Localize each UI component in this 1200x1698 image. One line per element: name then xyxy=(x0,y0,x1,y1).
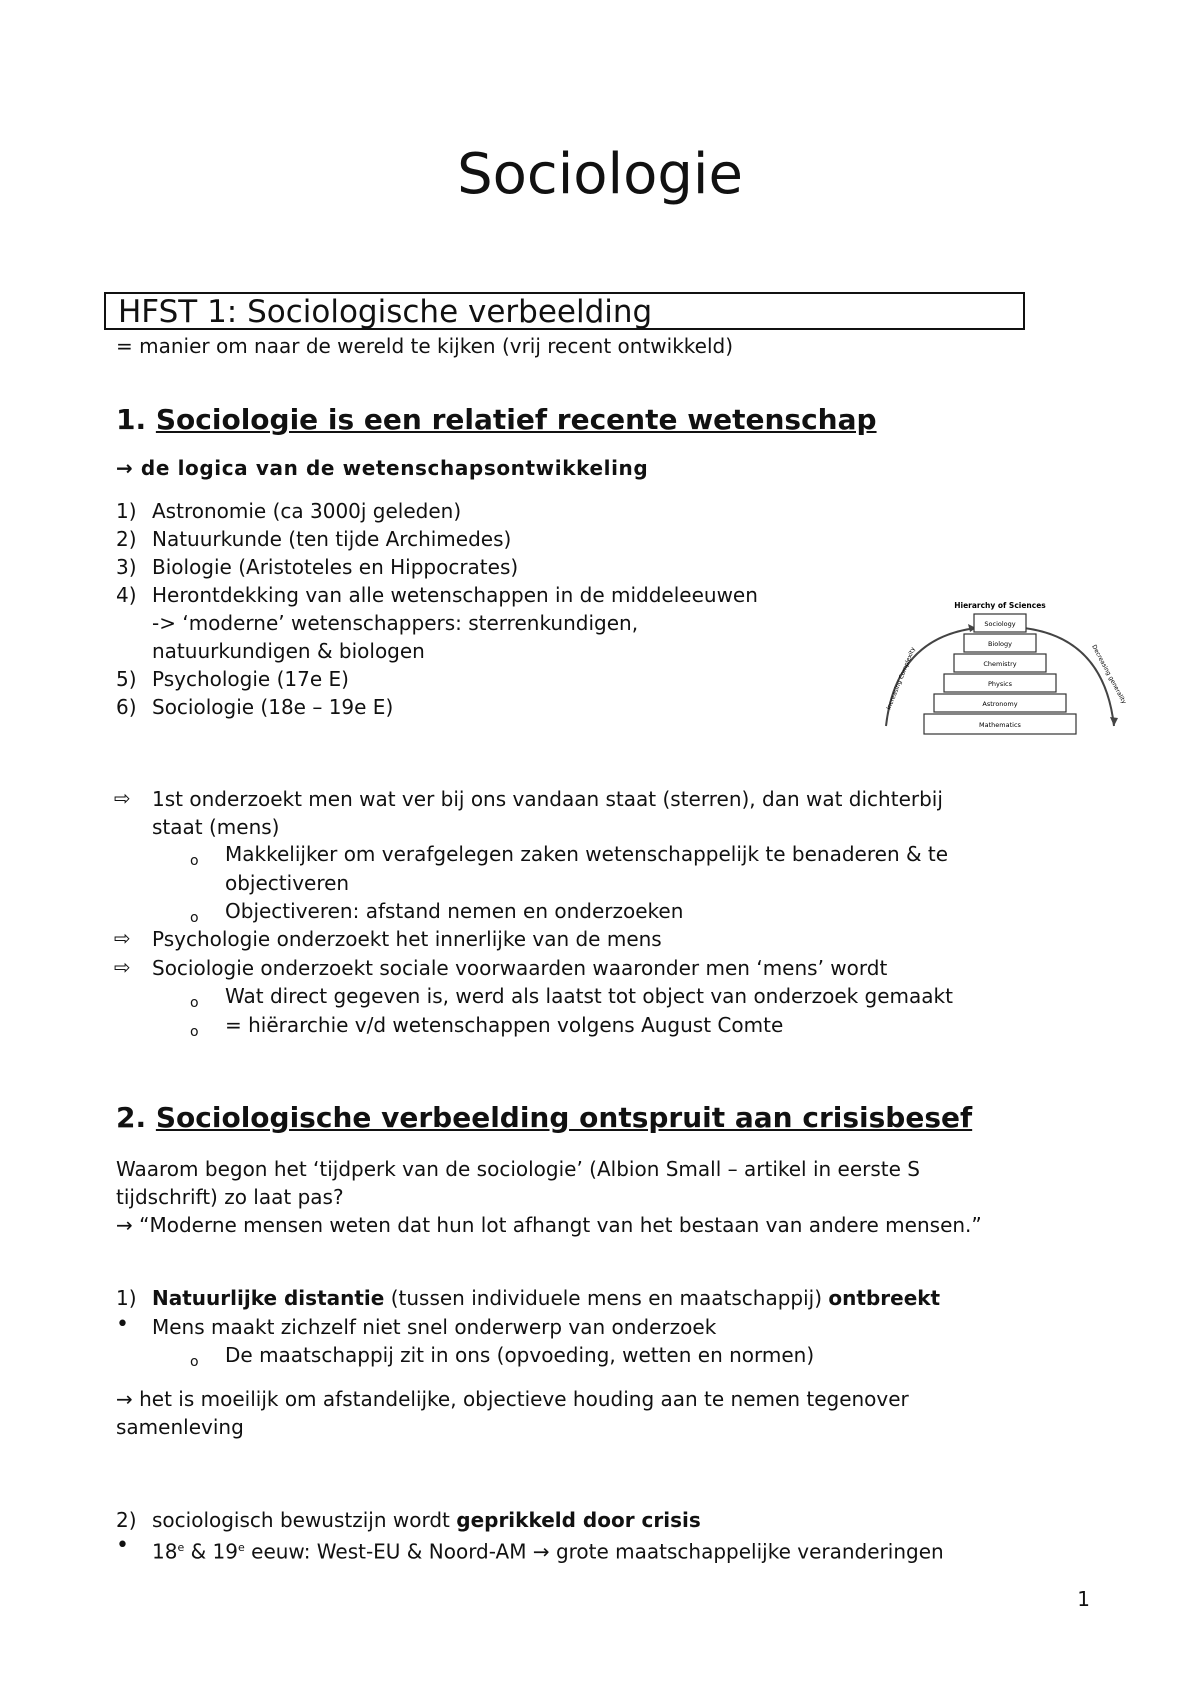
level-label: Sociology xyxy=(984,620,1016,628)
level-label: Physics xyxy=(987,680,1013,688)
bullet-icon: • xyxy=(116,1533,129,1558)
inline-text: & 19 xyxy=(184,1539,238,1564)
arrow-bullet-icon: ⇨ xyxy=(114,786,131,810)
list-item: Herontdekking van alle wetenschappen in de middeleeuwen xyxy=(152,583,758,607)
level-label: Mathematics xyxy=(979,721,1021,729)
circle-bullet-icon: o xyxy=(190,910,199,926)
chapter-intro: = manier om naar de wereld te kijken (vrij recent ontwikkeld) xyxy=(116,334,734,358)
hierarchy-of-sciences-figure xyxy=(856,598,1144,748)
inline-text: eeuw: West-EU & Noord-AM → grote maatschappelijke veranderingen xyxy=(244,1539,944,1564)
paragraph-line: Waarom begon het ‘tijdperk van de sociologie’ (Albion Small – artikel in eerste S xyxy=(116,1157,921,1181)
right-arrowhead-icon xyxy=(1110,717,1118,726)
superscript: e xyxy=(177,1541,185,1554)
section-2-heading xyxy=(116,1100,972,1136)
list-number: 5) xyxy=(116,667,137,691)
list-item: Natuurkunde (ten tijde Archimedes) xyxy=(152,527,512,551)
paragraph-line: → het is moeilijk om afstandelijke, objectieve houding aan te nemen tegenover xyxy=(116,1387,909,1411)
bullet-text: Mens maakt zichzelf niet snel onderwerp van onderzoek xyxy=(152,1315,717,1339)
list-number: 2) xyxy=(116,527,137,551)
section-2-number: 2. xyxy=(116,1101,147,1134)
list-number: 3) xyxy=(116,555,137,579)
paragraph-line: → “Moderne mensen weten dat hun lot afhangt van het bestaan van andere mensen.” xyxy=(116,1213,982,1237)
list-item-continuation: natuurkundigen & biologen xyxy=(152,639,425,663)
list-item xyxy=(152,1284,940,1312)
section-1-heading xyxy=(116,402,877,438)
bold-term: geprikkeld door crisis xyxy=(456,1508,701,1532)
list-number: 4) xyxy=(116,583,137,607)
arrow-bullet-icon: ⇨ xyxy=(114,955,131,979)
chapter-heading: HFST 1: Sociologische verbeelding xyxy=(118,294,653,330)
inline-text: 18 xyxy=(152,1539,178,1564)
list-number: 2) xyxy=(116,1508,137,1532)
right-arrow-label: Decreasing generality xyxy=(1090,643,1128,706)
bullet-icon: • xyxy=(116,1312,129,1337)
list-item: Astronomie (ca 3000j geleden) xyxy=(152,499,462,523)
list-number: 1) xyxy=(116,499,137,523)
level-label: Chemistry xyxy=(983,660,1017,668)
section-1-subheading: → de logica van de wetenschapsontwikkeling xyxy=(116,456,649,480)
paragraph-line: samenleving xyxy=(116,1415,244,1439)
page-number: 1 xyxy=(1077,1587,1090,1611)
inline-text: (tussen individuele mens en maatschappij) xyxy=(384,1286,829,1310)
list-item: Psychologie (17e E) xyxy=(152,667,349,691)
left-arrow-label: Increasing Complexity xyxy=(885,646,917,711)
figure-title: Hierarchy of Sciences xyxy=(954,601,1046,610)
section-1-number: 1. xyxy=(116,403,147,436)
point-text: Sociologie onderzoekt sociale voorwaarden waaronder men ‘mens’ wordt xyxy=(152,956,888,980)
point-text: objectiveren xyxy=(225,871,350,895)
point-text: Wat direct gegeven is, werd als laatst tot object van onderzoek gemaakt xyxy=(225,984,953,1008)
level-label: Biology xyxy=(988,640,1012,648)
bullet-text xyxy=(152,1534,944,1566)
paragraph-line: tijdschrift) zo laat pas? xyxy=(116,1185,344,1209)
list-item-continuation: -> ‘moderne’ wetenschappers: sterrenkundigen, xyxy=(152,611,639,635)
point-text: 1st onderzoekt men wat ver bij ons vandaan staat (sterren), dan wat dichterbij xyxy=(152,787,943,811)
list-item: Sociologie (18e – 19e E) xyxy=(152,695,394,719)
circle-bullet-icon: o xyxy=(190,853,199,869)
circle-bullet-icon: o xyxy=(190,995,199,1011)
section-2-title: Sociologische verbeelding ontspruit aan crisisbesef xyxy=(155,1101,973,1134)
list-number: 6) xyxy=(116,695,137,719)
superscript: e xyxy=(238,1541,245,1554)
point-text: Objectiveren: afstand nemen en onderzoeken xyxy=(225,899,684,923)
section-1-title: Sociologie is een relatief recente wetenschap xyxy=(155,403,877,436)
list-number: 1) xyxy=(116,1286,137,1310)
inline-text: sociologisch bewustzijn wordt xyxy=(152,1508,457,1532)
arrow-bullet-icon: ⇨ xyxy=(114,926,131,950)
bold-term: Natuurlijke distantie xyxy=(152,1286,385,1310)
sub-bullet-text: De maatschappij zit in ons (opvoeding, wetten en normen) xyxy=(225,1343,815,1367)
point-text: Makkelijker om verafgelegen zaken wetenschappelijk te benaderen & te xyxy=(225,842,949,866)
level-label: Astronomy xyxy=(982,700,1018,708)
list-item xyxy=(152,1506,701,1534)
point-text: Psychologie onderzoekt het innerlijke van de mens xyxy=(152,927,662,951)
list-item: Biologie (Aristoteles en Hippocrates) xyxy=(152,555,519,579)
point-text: staat (mens) xyxy=(152,815,280,839)
chapter-heading-box xyxy=(104,292,1025,330)
circle-bullet-icon: o xyxy=(190,1354,199,1370)
point-text: = hiërarchie v/d wetenschappen volgens August Comte xyxy=(225,1013,784,1037)
bold-term: ontbreekt xyxy=(828,1286,941,1310)
document-title: Sociologie xyxy=(457,142,743,207)
circle-bullet-icon: o xyxy=(190,1024,199,1040)
